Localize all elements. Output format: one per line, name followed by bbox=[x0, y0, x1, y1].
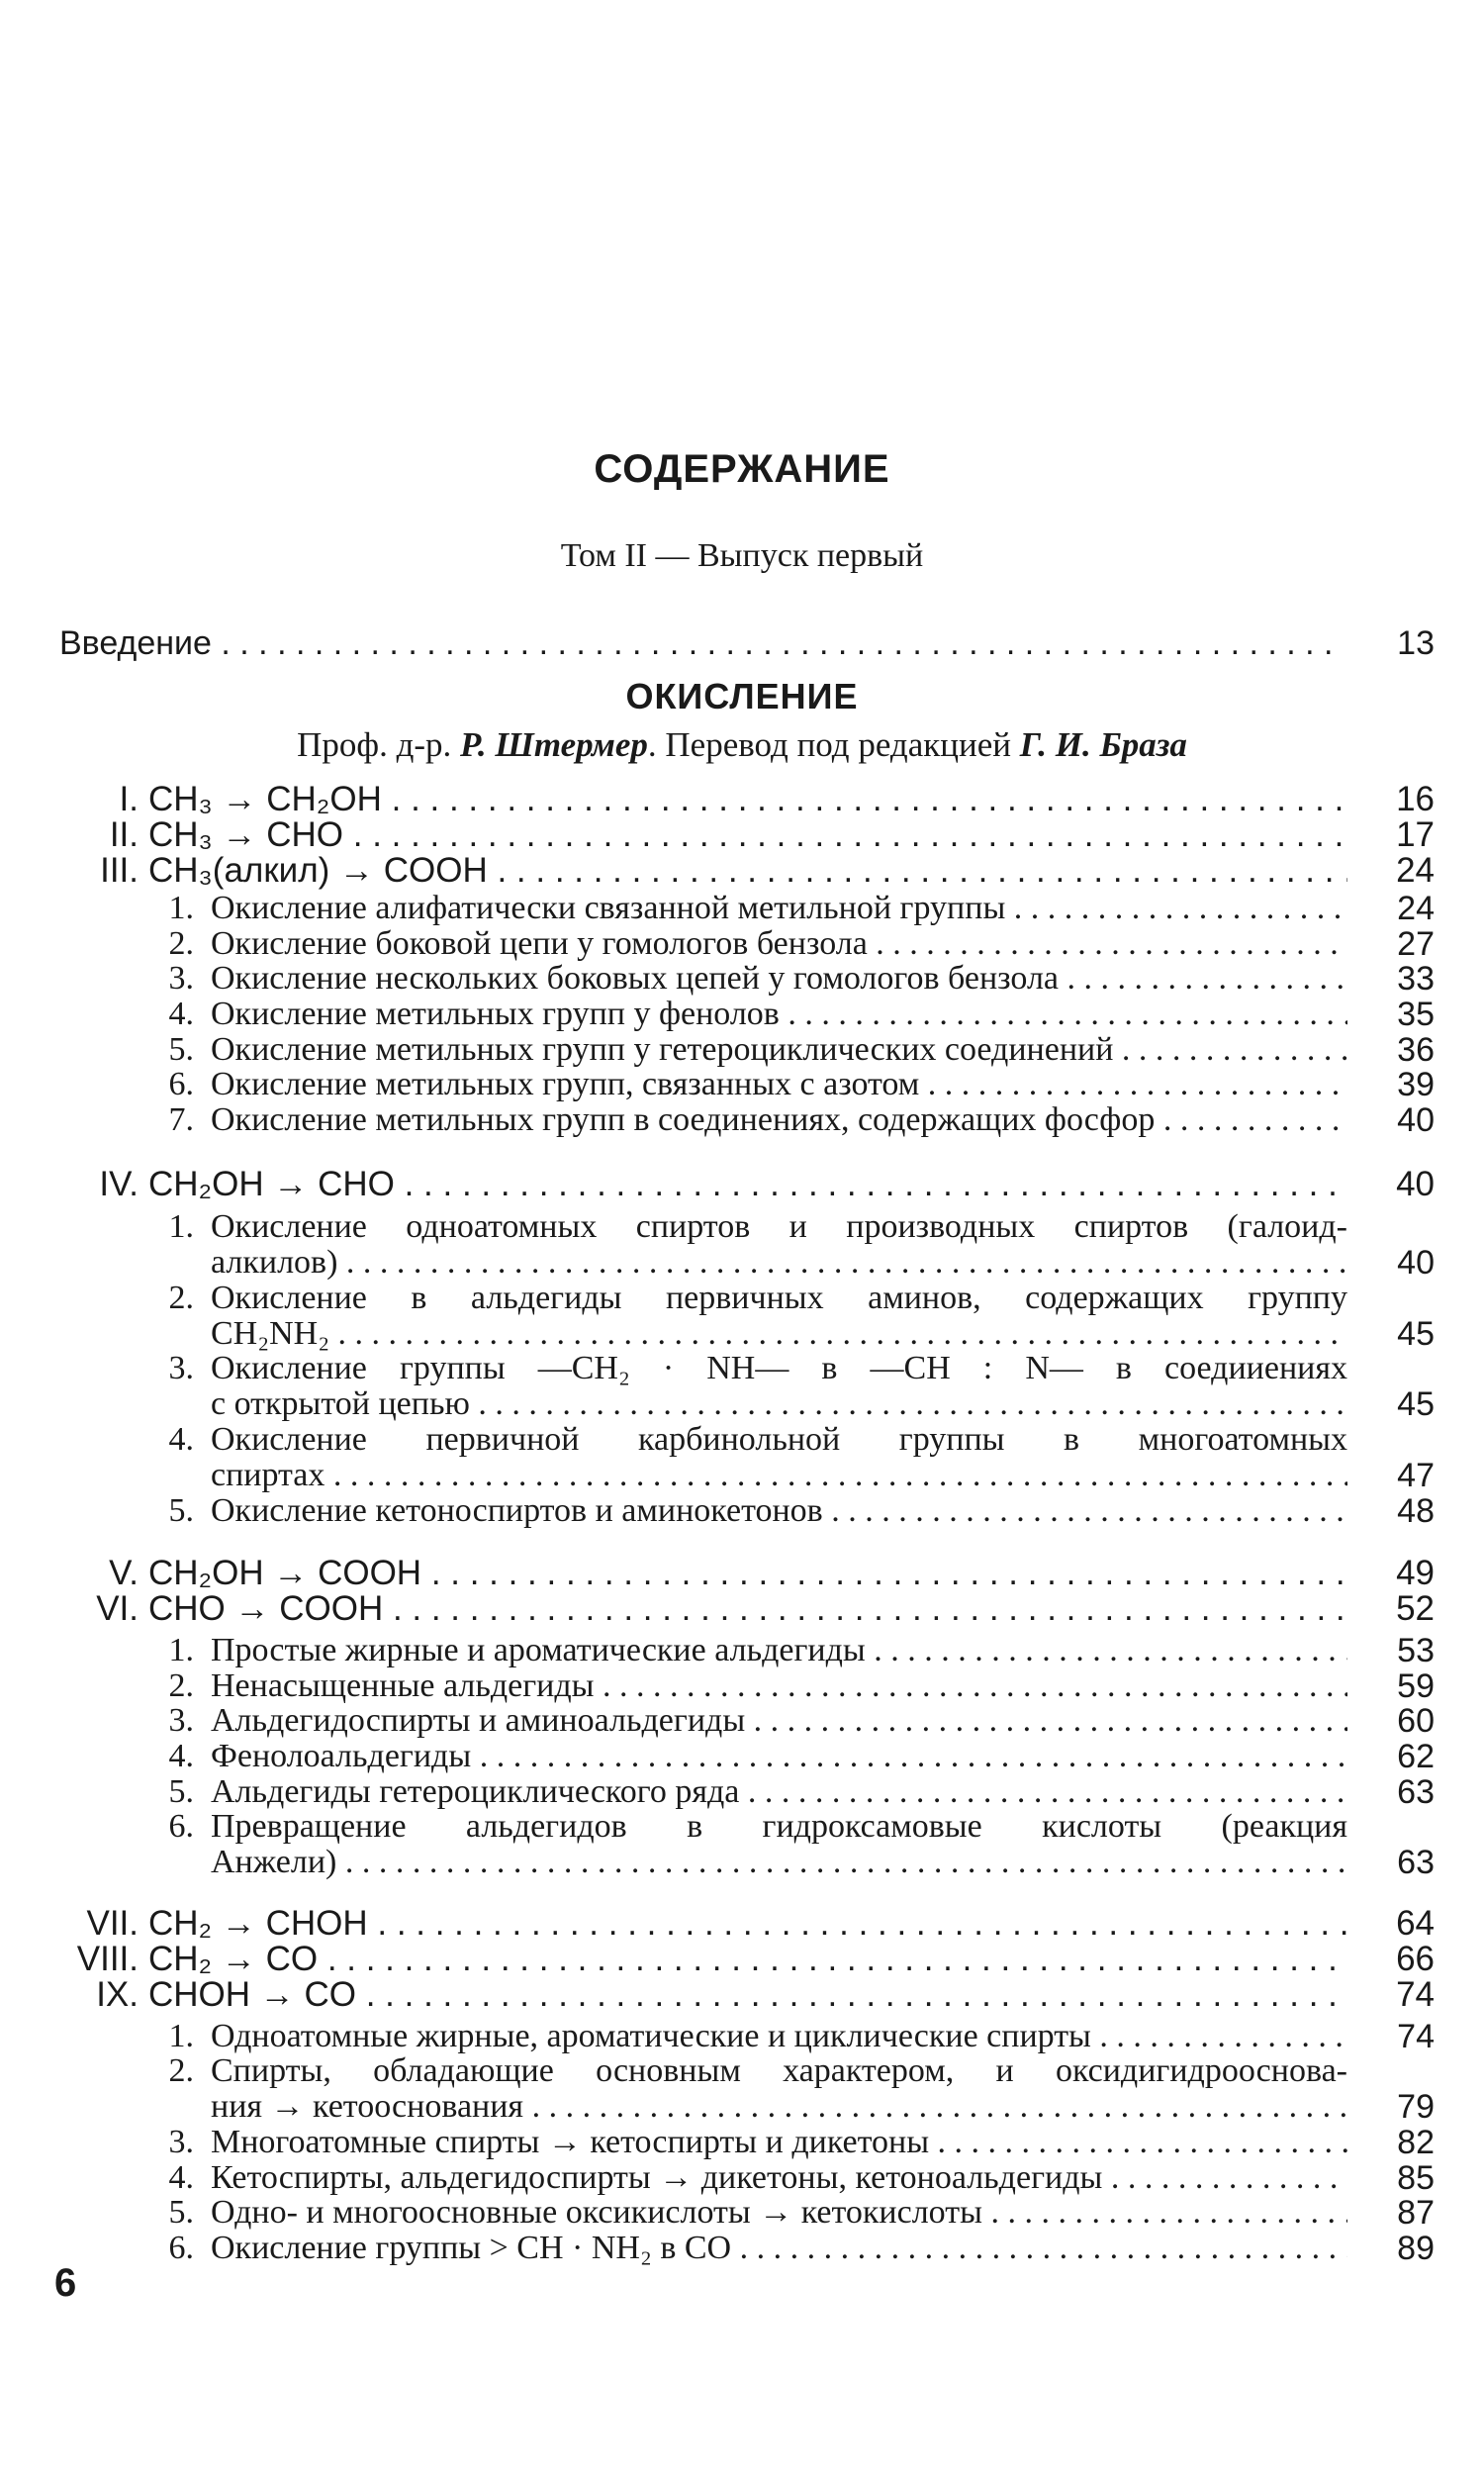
toc-entry-number: 4. bbox=[168, 996, 194, 1032]
toc-entry-text: CH₂OH → COOH . . . bbox=[148, 1555, 1347, 1592]
toc-row bbox=[0, 2088, 1484, 2126]
toc-page-number: 89 bbox=[1397, 2230, 1435, 2267]
toc-page-number: 82 bbox=[1397, 2124, 1435, 2161]
byline-editor: Г. И. Браза bbox=[1019, 725, 1187, 764]
toc-row bbox=[0, 1667, 1484, 1705]
toc-row bbox=[0, 1244, 1484, 1282]
toc-entry-text: с открытой цепью . . . bbox=[211, 1385, 1347, 1423]
toc-entry-text: Окисление первичной карбинольной группы в многоатомных bbox=[211, 1421, 1347, 1458]
toc-page-number: 13 bbox=[1397, 624, 1435, 662]
toc-page-number: 59 bbox=[1397, 1667, 1435, 1705]
toc-entry-text: Превращение альдегидов в гидроксамовые кислоты (реакция bbox=[211, 1808, 1347, 1845]
toc-entry-text: CH₂NH₂ . . . bbox=[211, 1315, 1347, 1353]
toc-entry-text: Спирты, обладающие основным характером, и оксидигидрооснова- bbox=[211, 2052, 1347, 2089]
toc-page-number: 39 bbox=[1397, 1066, 1435, 1103]
toc-entry-number: 2. bbox=[168, 2052, 194, 2089]
toc-page-number: 85 bbox=[1397, 2159, 1435, 2197]
toc-entry-text: алкилов) . . . bbox=[211, 1244, 1347, 1282]
toc-entry-text: Анжели) . . . bbox=[211, 1844, 1347, 1881]
toc-entry-text: Альдегиды гетероциклического ряда . . . bbox=[211, 1773, 1347, 1811]
toc-entry-text: CH₃ → CH₂OH . . . bbox=[148, 781, 1347, 818]
toc-entry-text: спиртах . . . bbox=[211, 1457, 1347, 1494]
toc-row bbox=[0, 1421, 1484, 1459]
toc-entry-number: 2. bbox=[168, 1280, 194, 1316]
toc-row bbox=[0, 1773, 1484, 1811]
toc-page-number: 64 bbox=[1396, 1904, 1435, 1943]
toc-entry-text: Окисление боковой цепи у гомологов бензола . . . bbox=[211, 925, 1347, 963]
toc-entry-text: Простые жирные и ароматические альдегиды . . . bbox=[211, 1632, 1347, 1669]
toc-entry-number: VIII. bbox=[76, 1940, 139, 1978]
toc-entry-number: 3. bbox=[168, 2124, 194, 2160]
byline-mid: Перевод под редакцией bbox=[665, 725, 1011, 764]
toc-entry-number: 1. bbox=[168, 1632, 194, 1668]
toc-page-number: 53 bbox=[1397, 1632, 1435, 1669]
toc-row bbox=[0, 1976, 1484, 2014]
toc-entry-text: Кетоспирты, альдегидоспирты → дикетоны, кетоноальдегиды . . . bbox=[211, 2159, 1347, 2197]
toc-row bbox=[0, 1738, 1484, 1775]
toc-page-number: 40 bbox=[1397, 1101, 1435, 1139]
toc-page-number: 36 bbox=[1397, 1031, 1435, 1069]
toc-page-number: 47 bbox=[1397, 1457, 1435, 1494]
toc-page-number: 63 bbox=[1397, 1844, 1435, 1881]
toc-row bbox=[0, 1702, 1484, 1740]
toc-row bbox=[0, 2230, 1484, 2267]
toc-entry-number: IX. bbox=[96, 1975, 139, 2014]
toc-entry-number: 4. bbox=[168, 1738, 194, 1774]
toc-row bbox=[0, 2052, 1484, 2090]
toc-page-number: 16 bbox=[1396, 780, 1435, 818]
toc-page-number: 24 bbox=[1397, 890, 1435, 927]
toc-page-number: 66 bbox=[1396, 1940, 1435, 1978]
toc-entry-text: Многоатомные спирты → кетоспирты и дикетоны . . . bbox=[211, 2124, 1347, 2161]
toc-row bbox=[0, 925, 1484, 963]
toc-page-number: 74 bbox=[1396, 1975, 1435, 2014]
toc-row bbox=[0, 1101, 1484, 1139]
toc-row bbox=[0, 816, 1484, 854]
toc-row bbox=[0, 996, 1484, 1033]
toc-entry-text: Окисление метильных групп в соединениях, содержащих фосфор . . . bbox=[211, 1101, 1347, 1139]
toc-entry-number: VI. bbox=[96, 1589, 139, 1628]
toc-row bbox=[0, 1457, 1484, 1494]
toc-entry-text: Фенолоальдегиды . . . bbox=[211, 1738, 1347, 1775]
toc-entry-number: 5. bbox=[168, 1031, 194, 1068]
toc-row bbox=[0, 1315, 1484, 1353]
toc-row bbox=[0, 1066, 1484, 1103]
toc-page-number: 49 bbox=[1396, 1554, 1435, 1592]
toc-entry-text: Окисление метильных групп у фенолов . . . bbox=[211, 996, 1347, 1033]
toc-row bbox=[0, 2159, 1484, 2197]
toc-row bbox=[0, 1280, 1484, 1317]
toc-page-number: 79 bbox=[1397, 2088, 1435, 2126]
toc-row bbox=[0, 1844, 1484, 1881]
toc-entry-text: ния → кетооснования . . . bbox=[211, 2088, 1347, 2126]
toc-page-number: 40 bbox=[1397, 1244, 1435, 1282]
toc-entry-number: 3. bbox=[168, 1702, 194, 1739]
toc-entry-number: 7. bbox=[168, 1101, 194, 1138]
toc-entry-number: 3. bbox=[168, 1350, 194, 1386]
section-title: ОКИСЛЕНИЕ bbox=[625, 676, 859, 716]
page-number: 6 bbox=[54, 2261, 77, 2305]
toc-entry-text: CH₂ → CO . . . bbox=[148, 1941, 1347, 1978]
toc-row bbox=[0, 890, 1484, 927]
toc-row bbox=[0, 1166, 1484, 1203]
toc-entry-number: 5. bbox=[168, 2194, 194, 2231]
toc-row bbox=[0, 1555, 1484, 1592]
toc-entry-number: 4. bbox=[168, 2159, 194, 2196]
section-byline bbox=[0, 725, 1484, 765]
toc-entry-number: II. bbox=[109, 815, 139, 854]
toc-entry-number: 2. bbox=[168, 1667, 194, 1704]
toc-entry-number: V. bbox=[109, 1554, 139, 1592]
toc-row bbox=[0, 1590, 1484, 1628]
toc-entry-text: Одноатомные жирные, ароматические и циклические спирты . . . bbox=[211, 2018, 1347, 2055]
toc-page-number: 60 bbox=[1397, 1702, 1435, 1740]
toc-page-number: 63 bbox=[1397, 1773, 1435, 1811]
byline-period: . bbox=[647, 725, 657, 764]
toc-entry-text: CHOH → CO . . . bbox=[148, 1976, 1347, 2014]
page-title: СОДЕРЖАНИЕ bbox=[594, 447, 890, 491]
toc-page-number: 27 bbox=[1397, 925, 1435, 963]
toc-entry-number: 4. bbox=[168, 1421, 194, 1458]
toc-page-number: 45 bbox=[1397, 1315, 1435, 1353]
toc-entry-text: CH₃ → CHO . . . bbox=[148, 816, 1347, 854]
toc-entry-number: 1. bbox=[168, 890, 194, 926]
toc-row bbox=[0, 1905, 1484, 1943]
toc-entry-text: CH₃(алкил) → COOH . . . bbox=[148, 852, 1347, 890]
toc-row bbox=[0, 2018, 1484, 2055]
toc-row bbox=[0, 852, 1484, 890]
toc-row bbox=[0, 1031, 1484, 1069]
toc-entry-number: VII. bbox=[86, 1904, 139, 1943]
toc-row bbox=[0, 781, 1484, 818]
toc-entry-number: 6. bbox=[168, 2230, 194, 2266]
toc-entry-text: Окисление кетоноспиртов и аминокетонов . . . bbox=[211, 1492, 1347, 1530]
toc-row-intro bbox=[0, 624, 1484, 662]
toc-entry-text: Введение . . . bbox=[59, 624, 1345, 662]
toc-entry-text: CHO → COOH . . . bbox=[148, 1590, 1347, 1628]
toc-entry-number: 1. bbox=[168, 1208, 194, 1245]
toc-row bbox=[0, 1492, 1484, 1530]
toc-entry-text: Окисление метильных групп, связанных с азотом . . . bbox=[211, 1066, 1347, 1103]
toc-entry-number: 3. bbox=[168, 960, 194, 997]
toc-page-number: 74 bbox=[1397, 2018, 1435, 2055]
toc-row bbox=[0, 1350, 1484, 1387]
toc-entry-text: CH₂OH → CHO . . . bbox=[148, 1166, 1347, 1203]
toc-page-number: 17 bbox=[1396, 815, 1435, 854]
toc-entry-number: 1. bbox=[168, 2018, 194, 2054]
toc-row bbox=[0, 1208, 1484, 1246]
toc-entry-text: Ненасыщенные альдегиды . . . bbox=[211, 1667, 1347, 1705]
toc-page-number: 40 bbox=[1396, 1165, 1435, 1203]
toc-row bbox=[0, 2124, 1484, 2161]
toc-page-number: 52 bbox=[1396, 1589, 1435, 1628]
toc-entry-text: Окисление нескольких боковых цепей у гомологов бензола . . . bbox=[211, 960, 1347, 998]
toc-entry-number: III. bbox=[100, 851, 139, 890]
toc-entry-number: 5. bbox=[168, 1492, 194, 1529]
toc-entry-text: CH₂ → CHOH . . . bbox=[148, 1905, 1347, 1943]
toc-entry-text: Окисление группы —CH₂ · NH— в —CH : N— в соедииениях bbox=[211, 1350, 1347, 1386]
volume-subtitle: Том II — Выпуск первый bbox=[560, 537, 924, 574]
toc-row bbox=[0, 1941, 1484, 1978]
toc-row bbox=[0, 1385, 1484, 1423]
toc-row bbox=[0, 1632, 1484, 1669]
toc-page-number: 33 bbox=[1397, 960, 1435, 998]
toc-entry-text: Окисление группы > CH · NH₂ в CO . . . bbox=[211, 2230, 1347, 2267]
toc-entry-number: 6. bbox=[168, 1808, 194, 1845]
toc-entry-text: Одно- и многоосновные оксикислоты → кетокислоты . . . bbox=[211, 2194, 1347, 2232]
toc-row bbox=[0, 1808, 1484, 1846]
toc-entry-text: Окисление одноатомных спиртов и производных спиртов (галоид- bbox=[211, 1208, 1347, 1245]
toc-entry-number: 2. bbox=[168, 925, 194, 962]
toc-row bbox=[0, 2194, 1484, 2232]
toc-page-number: 24 bbox=[1396, 851, 1435, 890]
byline-prefix: Проф. д-р. bbox=[297, 725, 452, 764]
toc-page-number: 62 bbox=[1397, 1738, 1435, 1775]
toc-page-number: 87 bbox=[1397, 2194, 1435, 2232]
toc-entry-text: Окисление метильных групп у гетероциклических соединений . . . bbox=[211, 1031, 1347, 1069]
toc-page-number: 35 bbox=[1397, 996, 1435, 1033]
toc-page-number: 45 bbox=[1397, 1385, 1435, 1423]
toc-entry-text: Альдегидоспирты и аминоальдегиды . . . bbox=[211, 1702, 1347, 1740]
toc-entry-number: IV. bbox=[99, 1165, 139, 1203]
byline-author: Р. Штермер bbox=[460, 725, 648, 764]
toc-entry-number: I. bbox=[119, 780, 139, 818]
toc-entry-text: Окисление в альдегиды первичных аминов, содержащих группу bbox=[211, 1280, 1347, 1316]
toc-entry-number: 5. bbox=[168, 1773, 194, 1810]
toc-entry-text: Окисление алифатически связанной метильной группы . . . bbox=[211, 890, 1347, 927]
toc-entry-number: 6. bbox=[168, 1066, 194, 1102]
toc-row bbox=[0, 960, 1484, 998]
toc-page-number: 48 bbox=[1397, 1492, 1435, 1530]
